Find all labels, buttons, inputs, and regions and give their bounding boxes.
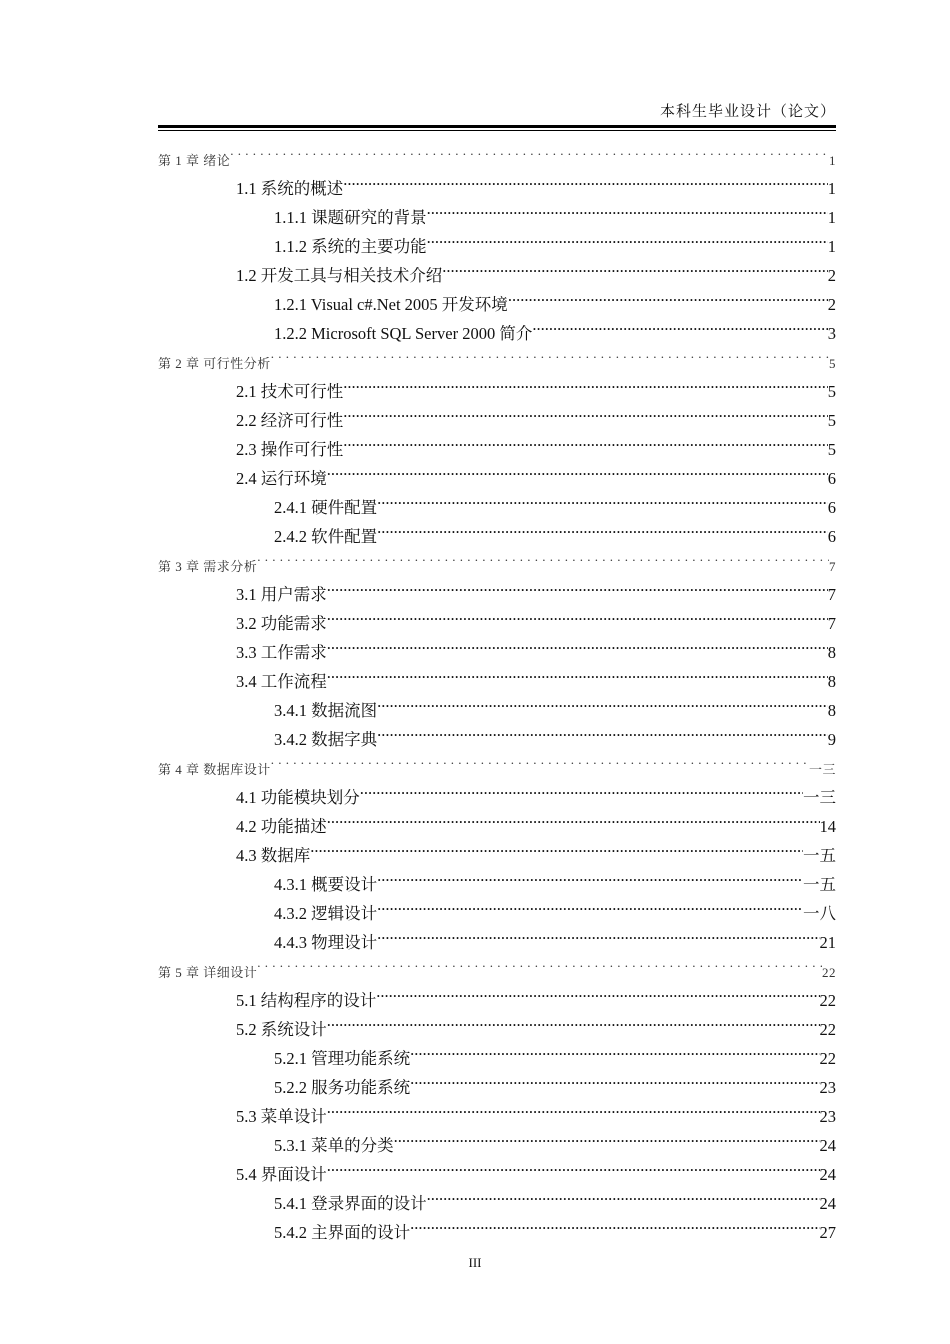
toc-dot-leader <box>327 1151 820 1180</box>
toc-page-number: 24 <box>819 1194 836 1213</box>
toc-entry-title: 2.2 经济可行性 <box>236 411 344 430</box>
toc-dot-leader <box>377 687 828 716</box>
toc-entry-title: 4.1 功能模块划分 <box>236 788 360 807</box>
toc-entry-title: 2.3 操作可行性 <box>236 440 344 459</box>
toc-page-number: 7 <box>829 559 836 574</box>
toc-entry[interactable] <box>158 513 836 546</box>
toc-page-number: 7 <box>827 585 836 604</box>
toc-page-number: 22 <box>822 965 836 980</box>
toc-page-number: 22 <box>819 991 836 1010</box>
toc-entry-title: 5.4.1 登录界面的设计 <box>274 1194 427 1213</box>
toc-entry-title: 1.1.1 课题研究的背景 <box>274 208 427 227</box>
toc-entry-title: 第 3 章 需求分析 <box>158 559 258 574</box>
toc-entry[interactable] <box>158 977 836 1010</box>
toc-entry[interactable] <box>158 1122 836 1155</box>
toc-entry-title: 5.4.2 主界面的设计 <box>274 1223 411 1242</box>
toc-page-number: 9 <box>827 730 836 749</box>
toc-entry-title: 3.4.2 数据字典 <box>274 730 378 749</box>
toc-dot-leader <box>343 426 828 455</box>
toc-entry[interactable] <box>158 194 836 227</box>
toc-chapter-entry[interactable] <box>158 745 836 777</box>
toc-dot-leader <box>410 1064 819 1093</box>
toc-dot-leader <box>377 861 803 890</box>
toc-page-number: 6 <box>827 469 836 488</box>
toc-entry[interactable] <box>158 368 836 401</box>
toc-dot-leader <box>427 223 828 252</box>
toc-entry-title: 1.1 系统的概述 <box>236 179 344 198</box>
toc-entry-title: 第 4 章 数据库设计 <box>158 762 271 777</box>
toc-entry-title: 1.2.2 Microsoft SQL Server 2000 简介 <box>274 324 533 343</box>
toc-page-number: 23 <box>819 1078 836 1097</box>
toc-dot-leader <box>410 1035 819 1064</box>
toc-entry[interactable] <box>158 165 836 198</box>
toc-entry-title: 3.1 用户需求 <box>236 585 327 604</box>
toc-dot-leader <box>427 1180 820 1209</box>
toc-entry[interactable] <box>158 803 836 836</box>
toc-dot-leader <box>271 745 809 774</box>
toc-entry-title: 4.3 数据库 <box>236 846 311 865</box>
toc-page-number: 27 <box>819 1223 836 1242</box>
toc-page-number: 1 <box>827 208 836 227</box>
toc-entry[interactable] <box>158 1093 836 1126</box>
toc-dot-leader <box>508 281 828 310</box>
toc-entry[interactable] <box>158 774 836 807</box>
toc-entry[interactable] <box>158 600 836 633</box>
toc-page-number: 一八 <box>803 904 836 923</box>
toc-entry[interactable] <box>158 484 836 517</box>
toc-dot-leader <box>327 658 828 687</box>
toc-page-number: 2 <box>827 295 836 314</box>
toc-dot-leader <box>343 368 828 397</box>
toc-page-number: 24 <box>819 1136 836 1155</box>
toc-dot-leader <box>327 629 828 658</box>
toc-dot-leader <box>394 1122 820 1151</box>
toc-dot-leader <box>377 919 819 948</box>
toc-entry-title: 3.3 工作需求 <box>236 643 327 662</box>
toc-entry[interactable] <box>158 1180 836 1213</box>
toc-dot-leader <box>257 948 822 977</box>
toc-dot-leader <box>427 194 828 223</box>
toc-page-number: 24 <box>819 1165 836 1184</box>
toc-entry-title: 5.2.1 管理功能系统 <box>274 1049 411 1068</box>
toc-entry[interactable] <box>158 890 836 923</box>
toc-page-number: 21 <box>819 933 836 952</box>
toc-dot-leader <box>343 397 828 426</box>
toc-entry-title: 4.3.1 概要设计 <box>274 875 378 894</box>
toc-entry-title: 4.2 功能描述 <box>236 817 327 836</box>
toc-page-number: 3 <box>827 324 836 343</box>
toc-entry-title: 5.2 系统设计 <box>236 1020 327 1039</box>
toc-entry[interactable] <box>158 629 836 662</box>
toc-entry[interactable] <box>158 919 836 952</box>
toc-entry[interactable] <box>158 716 836 749</box>
toc-dot-leader <box>410 1209 819 1238</box>
toc-entry-title: 3.2 功能需求 <box>236 614 327 633</box>
toc-entry[interactable] <box>158 1064 836 1097</box>
toc-dot-leader <box>376 977 819 1006</box>
toc-page-number: 23 <box>819 1107 836 1126</box>
toc-entry-title: 4.3.2 逻辑设计 <box>274 904 378 923</box>
toc-entry-title: 5.1 结构程序的设计 <box>236 991 377 1010</box>
toc-page-number: 6 <box>827 498 836 517</box>
toc-entry[interactable] <box>158 832 836 865</box>
toc-entry-title: 2.4.2 软件配置 <box>274 527 378 546</box>
toc-dot-leader <box>271 339 829 368</box>
toc-page-number: 7 <box>827 614 836 633</box>
toc-page-number: 2 <box>827 266 836 285</box>
toc-page-number: 5 <box>827 411 836 430</box>
toc-entry[interactable] <box>158 1006 836 1039</box>
toc-dot-leader <box>377 513 828 542</box>
page-header: 本科生毕业设计（论文） <box>659 104 836 120</box>
toc-dot-leader <box>377 716 828 745</box>
toc-dot-leader <box>327 455 828 484</box>
toc-page-number: 8 <box>827 701 836 720</box>
toc-dot-leader <box>377 484 828 513</box>
toc-dot-leader <box>532 310 827 339</box>
toc-page-number: 一五 <box>803 875 836 894</box>
toc-dot-leader <box>343 165 828 194</box>
toc-entry[interactable] <box>158 426 836 459</box>
toc-entry-title: 5.4 界面设计 <box>236 1165 327 1184</box>
toc-entry-title: 第 1 章 绪论 <box>158 153 231 168</box>
page-number: III <box>468 1255 482 1270</box>
toc-entry-title: 第 5 章 详细设计 <box>158 965 258 980</box>
toc-page-number: 6 <box>827 527 836 546</box>
toc-dot-leader <box>327 600 828 629</box>
toc-entry-title: 1.2.1 Visual c#.Net 2005 开发环境 <box>274 295 508 314</box>
toc-entry[interactable] <box>158 281 836 314</box>
header-rule-thin <box>158 130 836 131</box>
toc-page-number: 1 <box>827 237 836 256</box>
toc-entry[interactable] <box>158 1151 836 1184</box>
toc-page-number: 5 <box>827 440 836 459</box>
toc-entry-title: 4.4.3 物理设计 <box>274 933 378 952</box>
toc-entry[interactable] <box>158 1209 836 1242</box>
toc-entry[interactable] <box>158 571 836 604</box>
toc-page-number: 22 <box>819 1020 836 1039</box>
table-of-contents <box>158 136 836 1242</box>
toc-entry-title: 2.4.1 硬件配置 <box>274 498 378 517</box>
toc-page-number: 8 <box>827 672 836 691</box>
toc-entry-title: 3.4 工作流程 <box>236 672 327 691</box>
toc-entry-title: 1.2 开发工具与相关技术介绍 <box>236 266 443 285</box>
toc-page-number: 5 <box>829 356 836 371</box>
toc-entry-title: 5.3 菜单设计 <box>236 1107 327 1126</box>
toc-entry-title: 5.3.1 菜单的分类 <box>274 1136 394 1155</box>
toc-entry-title: 2.4 运行环境 <box>236 469 327 488</box>
toc-page-number: 一三 <box>808 762 836 777</box>
toc-entry[interactable] <box>158 310 836 343</box>
toc-dot-leader <box>327 1093 820 1122</box>
toc-chapter-entry[interactable] <box>158 948 836 980</box>
toc-entry-title: 第 2 章 可行性分析 <box>158 356 271 371</box>
toc-page-number: 22 <box>819 1049 836 1068</box>
toc-entry[interactable] <box>158 252 836 285</box>
header-rule-thick <box>158 125 836 128</box>
toc-dot-leader <box>230 136 829 165</box>
toc-dot-leader <box>327 571 828 600</box>
toc-page-number: 14 <box>819 817 836 836</box>
toc-entry[interactable] <box>158 223 836 256</box>
toc-entry[interactable] <box>158 658 836 691</box>
toc-page-number: 1 <box>829 153 836 168</box>
toc-chapter-entry[interactable] <box>158 542 836 574</box>
toc-dot-leader <box>310 832 803 861</box>
toc-entry[interactable] <box>158 861 836 894</box>
toc-dot-leader <box>327 803 820 832</box>
toc-entry-title: 1.1.2 系统的主要功能 <box>274 237 427 256</box>
toc-entry-title: 3.4.1 数据流图 <box>274 701 378 720</box>
toc-entry[interactable] <box>158 455 836 488</box>
toc-page-number: 一三 <box>803 788 836 807</box>
toc-dot-leader <box>327 1006 820 1035</box>
toc-entry[interactable] <box>158 397 836 430</box>
toc-dot-leader <box>377 890 803 919</box>
toc-entry[interactable] <box>158 1035 836 1068</box>
toc-chapter-entry[interactable] <box>158 136 836 168</box>
toc-dot-leader <box>257 542 829 571</box>
toc-entry-title: 5.2.2 服务功能系统 <box>274 1078 411 1097</box>
toc-page-number: 1 <box>827 179 836 198</box>
toc-dot-leader <box>442 252 828 281</box>
toc-page-number: 一五 <box>803 846 836 865</box>
toc-page-number: 8 <box>827 643 836 662</box>
toc-dot-leader <box>360 774 803 803</box>
toc-page-number: 5 <box>827 382 836 401</box>
toc-entry[interactable] <box>158 687 836 720</box>
toc-entry-title: 2.1 技术可行性 <box>236 382 344 401</box>
toc-chapter-entry[interactable] <box>158 339 836 371</box>
